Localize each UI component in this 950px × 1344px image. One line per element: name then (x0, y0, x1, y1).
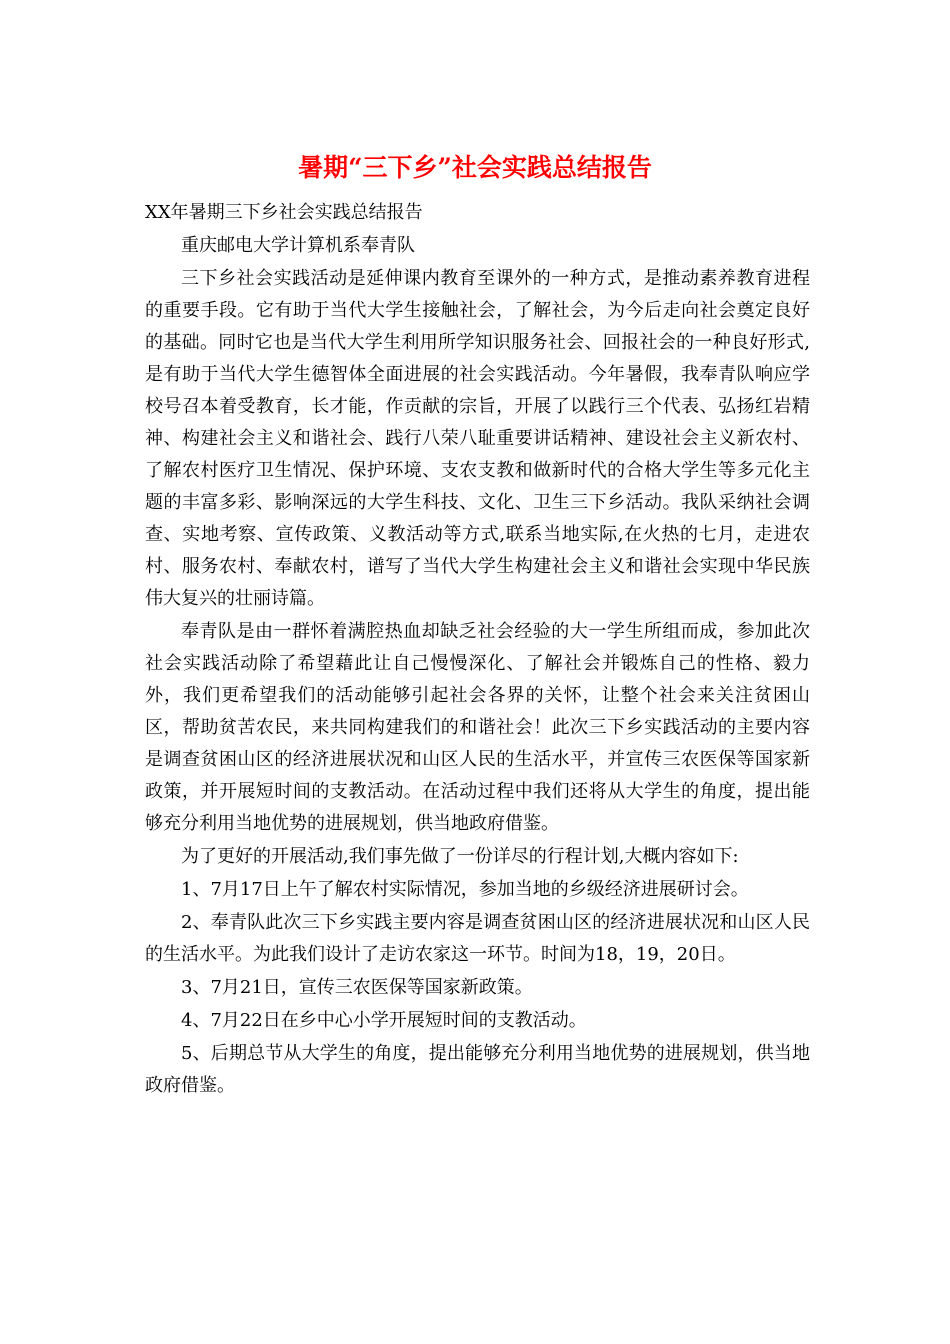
document-title: 暑期“三下乡”社会实践总结报告 (298, 153, 652, 182)
plan-item: 2、奉青队此次三下乡实践主要内容是调查贫困山区的经济进展状况和山区人民的生活水平。为此我们设计了走访农家这一环节。时间为18，19，20日。 (145, 912, 810, 965)
body-paragraph: 三下乡社会实践活动是延伸课内教育至课外的一种方式，是推动素养教育进程的重要手段。它有助于当代大学生接触社会，了解社会，为今后走向社会奠定良好的基础。同时它也是当代大学生利用所学知识服务社会、回报社会的一种良好形式,是有助于当代大学生德智体全面进展的社会实践活动。今年暑假，我奉青队响应学校号召本着受教育，长才能，作贡献的宗旨，开展了以践行三个代表、弘扬红岩精神、构建社会主义和谐社会、践行八荣八耻重要讲话精神、建设社会主义新农村、了解农村医疗卫生情况、保护环境、支农支教和做新时代的合格大学生等多元化主题的丰富多彩、影响深远的大学生科技、文化、卫生三下乡活动。我队采纳社会调查、实地考察、宣传政策、义教活动等方式,联系当地实际,在火热的七月，走进农村、服务农村、奉献农村，谱写了当代大学生构建社会主义和谐社会实现中华民族伟大复兴的壮丽诗篇。 (145, 268, 810, 609)
plan-item: 5、后期总节从大学生的角度，提出能够充分利用当地优势的进展规划，供当地政府借鉴。 (145, 1043, 810, 1096)
plan-item: 1、7月17日上午了解农村实际情况，参加当地的乡级经济进展研讨会。 (181, 879, 749, 900)
body-paragraph: 奉青队是由一群怀着满腔热血却缺乏社会经验的大一学生所组而成，参加此次社会实践活动除了希望藉此让自己慢慢深化、了解社会并锻炼自己的性格、毅力外，我们更希望我们的活动能够引起社会各界的关怀，让整个社会来关注贫困山区，帮助贫苦农民，来共同构建我们的和谐社会！此次三下乡实践活动的主要内容是调查贫困山区的经济进展状况和山区人民的生活水平，并宣传三农医保等国家新政策，并开展短时间的支教活动。在活动过程中我们还将从大学生的角度，提出能够充分利用当地优势的进展规划，供当地政府借鉴。 (145, 621, 810, 834)
plan-item: 4、7月22日在乡中心小学开展短时间的支教活动。 (181, 1010, 587, 1031)
plan-intro: 为了更好的开展活动,我们事先做了一份详尽的行程计划,大概内容如下: (181, 846, 739, 867)
team-name: 重庆邮电大学计算机系奉青队 (181, 235, 415, 256)
report-subtitle: XX年暑期三下乡社会实践总结报告 (145, 202, 423, 223)
plan-item: 3、7月21日，宣传三农医保等国家新政策。 (181, 977, 533, 998)
document-body (145, 197, 810, 1103)
